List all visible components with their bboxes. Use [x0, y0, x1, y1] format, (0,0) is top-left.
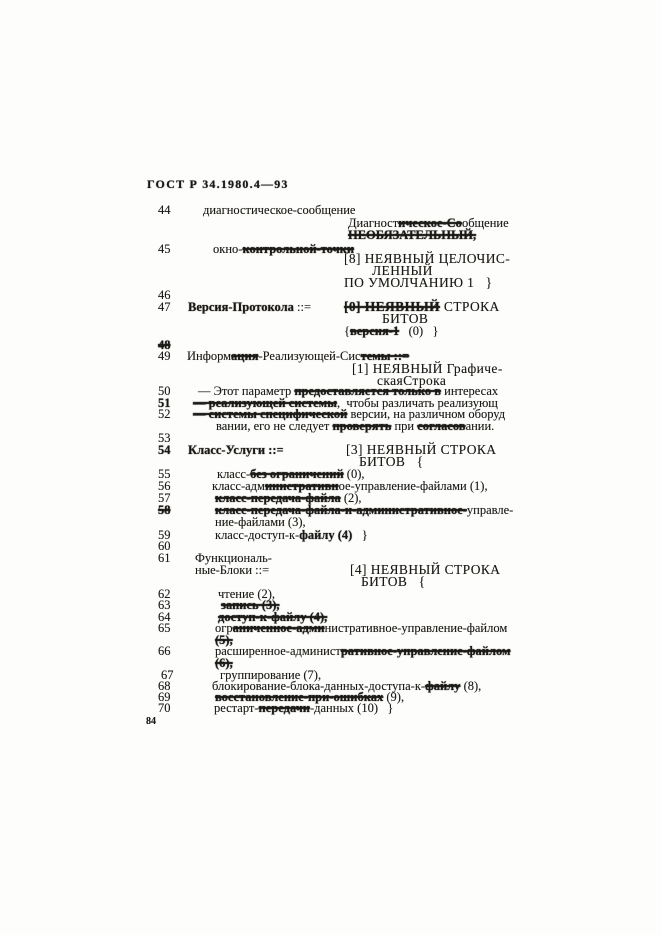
line-number: 60	[158, 539, 171, 553]
doc-text: ПО УМОЛЧАНИЮ 1 }	[344, 275, 493, 290]
line-number: 54	[158, 443, 171, 457]
line-number: 50	[158, 384, 171, 398]
doc-text: — системы специфической версии, на различном оборуд	[193, 407, 506, 421]
doc-text: группирование (7),	[220, 668, 322, 682]
doc-text: НЕОБЯЗАТЕЛЬНЫЙ,	[348, 228, 477, 242]
doc-text: [0] НЕЯВНЫЙ СТРОКА	[344, 299, 500, 314]
doc-text: (6),	[215, 656, 233, 670]
doc-text: диагностическое-сообщение	[203, 203, 356, 217]
line-number: 45	[158, 242, 171, 256]
doc-text: ние-файлами (3),	[215, 515, 306, 529]
doc-text: восстановление-при-ошибках (9),	[215, 690, 405, 704]
doc-text: вании, его не следует проверять при согласовании.	[216, 419, 495, 433]
doc-text: Информация-Реализующей-Системы ::=	[187, 349, 410, 363]
doc-text: чтение (2),	[218, 587, 276, 601]
doc-text: Версия-Протокола ::=	[188, 300, 312, 314]
doc-text: класс-передача-файла-и-административное-управле-	[215, 503, 514, 517]
doc-text: ные-Блоки ::=	[195, 563, 270, 577]
doc-text: доступ-к-файлу (4),	[218, 610, 328, 624]
doc-text: БИТОВ {	[361, 574, 426, 589]
line-number: 51	[158, 396, 171, 410]
line-number: 65	[158, 621, 171, 635]
doc-text: класс-доступ-к-файлу (4) }	[215, 528, 368, 542]
doc-text: рестарт-передачи-данных (10) }	[214, 701, 394, 715]
line-number: 44	[158, 203, 171, 217]
line-number: 58	[158, 503, 171, 517]
doc-text: [3] НЕЯВНЫЙ СТРОКА	[346, 442, 497, 457]
doc-text: блокирование-блока-данных-доступа-к-файлу (8),	[212, 679, 482, 693]
doc-text: (5),	[215, 633, 233, 647]
doc-text: — реализующей системы, чтобы различать реализующ	[193, 396, 498, 410]
line-number: 46	[158, 288, 171, 302]
line-number: 70	[158, 701, 171, 715]
line-number: 48	[158, 338, 171, 352]
doc-text: Диагностическое-Сообщение	[348, 216, 509, 230]
doc-text: расширенное-административное-управление-файлом	[215, 644, 511, 658]
doc-text: Функциональ-	[195, 551, 272, 565]
doc-text: [4] НЕЯВНЫЙ СТРОКА	[350, 562, 501, 577]
doc-text: скаяСтрока	[377, 373, 447, 388]
doc-text: ЛЕННЫЙ	[372, 263, 433, 278]
doc-text: — Этот параметр предоставляется только в интересах	[198, 384, 499, 398]
line-number: 52	[158, 407, 171, 421]
line-number: 57	[158, 491, 171, 505]
doc-text: ограниченное-административное-управление-файлом	[215, 621, 508, 635]
doc-text: {версия-1 (0) }	[344, 324, 439, 338]
line-number: 62	[158, 587, 171, 601]
line-number: 53	[158, 431, 171, 445]
doc-text: БИТОВ {	[359, 454, 424, 469]
line-number: 55	[158, 467, 171, 481]
doc-text: класс-без ограничений (0),	[217, 467, 365, 481]
doc-text: класс-административное-управление-файлами (1),	[212, 479, 488, 493]
doc-text: класс-передача-файла (2),	[215, 491, 362, 505]
line-number: 47	[158, 300, 171, 314]
line-number: 66	[158, 644, 171, 658]
line-number: 63	[158, 598, 171, 612]
line-number: 64	[158, 610, 171, 624]
line-number: 61	[158, 551, 171, 565]
line-number: 67	[161, 668, 174, 682]
line-number: 56	[158, 479, 171, 493]
doc-text: окно-контрольной-точки	[213, 242, 355, 256]
page-number: 84	[146, 716, 156, 727]
doc-text: [8] НЕЯВНЫЙ ЦЕЛОЧИС-	[344, 251, 511, 266]
doc-text: Класс-Услуги ::=	[188, 443, 284, 457]
doc-text: запись (3),	[221, 598, 280, 612]
line-number: 69	[158, 690, 171, 704]
doc-text: БИТОВ	[382, 311, 429, 326]
running-header: ГОСТ Р 34.1980.4—93	[147, 177, 289, 191]
line-number: 49	[158, 349, 171, 363]
line-number: 59	[158, 528, 171, 542]
doc-text: [1] НЕЯВНЫЙ Графиче-	[352, 361, 503, 376]
line-number: 68	[158, 679, 171, 693]
